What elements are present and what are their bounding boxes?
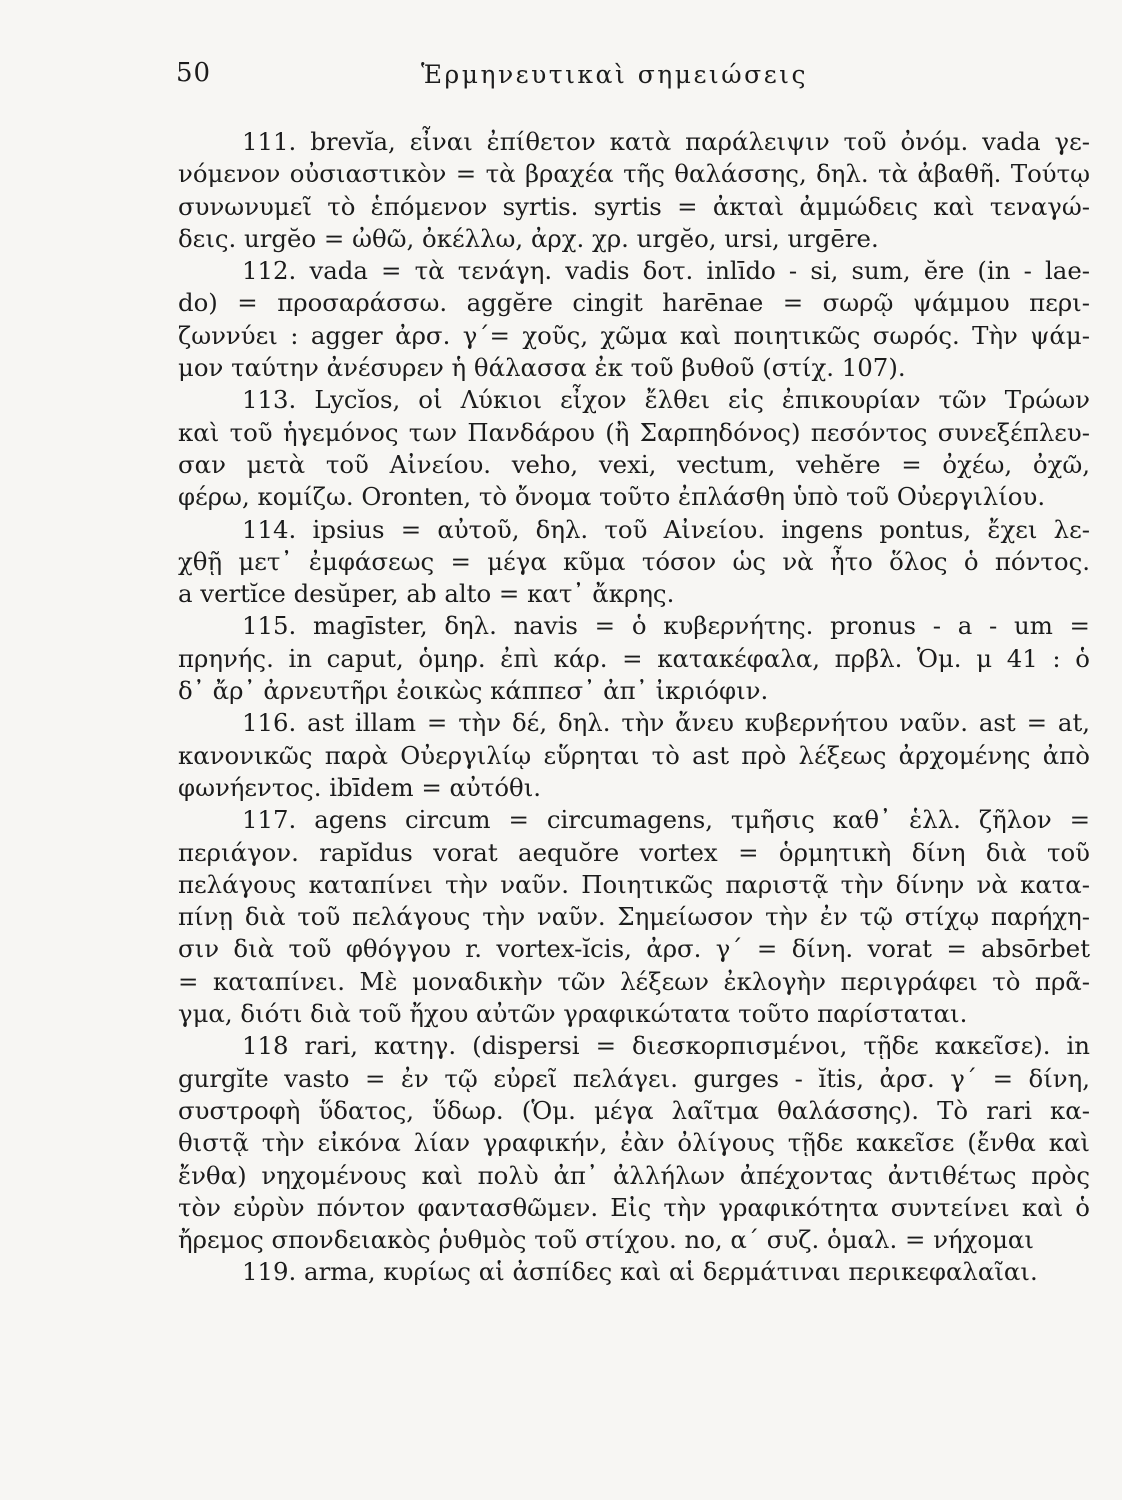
text-line: σαν μετὰ τοῦ Αἰνείου. veho, vexi, vectum, vehĕre = ὀχέω, ὀχῶ, (178, 449, 1090, 479)
paragraph-start-line: 115. magīster, δηλ. navis = ὁ κυβερνήτης. pronus - a - um = (242, 611, 1090, 641)
paragraph-start-line: 111. brevĭa, εἶναι ἐπίθετον κατὰ παράλειψιν τοῦ ὀνόμ. vada γε- (242, 127, 1090, 156)
text-line: τὸν εὐρὺν πόντον φαντασθῶμεν. Εἰς τὴν γραφικότητα συντείνει καὶ ὁ (178, 1192, 1090, 1222)
text-line: ζωννύει : agger ἀρσ. γ΄= χοῦς, χῶμα καὶ ποιητικῶς σωρός. Τὴν ψάμ- (178, 320, 1090, 350)
paragraph-start-line: 119. arma, κυρίως αἱ ἀσπίδες καὶ αἱ δερμάτιναι περικεφαλαῖαι. (242, 1257, 1038, 1287)
text-line: μον ταύτην ἀνέσυρεν ἡ θάλασσα ἐκ τοῦ βυθοῦ (στίχ. 107). (178, 353, 906, 383)
text-line: a vertĭce desŭper, ab alto = κατ᾽ ἄκρης. (178, 579, 675, 609)
text-line: ἔνθα) νηχομένους καὶ πολὺ ἀπ᾽ ἀλλήλων ἀπέχοντας ἀντιθέτως πρὸς (178, 1160, 1090, 1190)
page-header (176, 58, 1096, 98)
text-line: θιστᾷ τὴν εἰκόνα λίαν γραφικήν, ἐὰν ὀλίγους τῇδε κακεῖσε (ἔνθα καὶ (178, 1128, 1090, 1158)
commentary-text (178, 126, 1090, 1289)
text-line: πρηνής. in caput, ὁμηρ. ἐπὶ κάρ. = κατακέφαλα, πρβλ. Ὁμ. μ 41 : ὁ (178, 643, 1090, 673)
paragraph-start-line: 114. ipsius = αὐτοῦ, δηλ. τοῦ Αἰνείου. ingens pontus, ἔχει λε- (242, 514, 1090, 544)
text-line: σιν διὰ τοῦ φθόγγου r. vortex-ĭcis, ἀρσ. γ΄ = δίνη. vorat = absōrbet (178, 934, 1090, 964)
text-line: γμα, διότι διὰ τοῦ ἤχου αὐτῶν γραφικώτατα τοῦτο παρίσταται. (178, 999, 968, 1029)
running-head: Ἑρμηνευτικαὶ σημειώσεις (421, 60, 808, 89)
text-line: gurgĭte vasto = ἐν τῷ εὐρεῖ πελάγει. gurges - ĭtis, ἀρσ. γ΄ = δίνη, (178, 1063, 1090, 1093)
paragraph-start-line: 113. Lycĭos, οἱ Λύκιοι εἶχον ἔλθει εἰς ἐπικουρίαν τῶν Τρώων (242, 385, 1090, 415)
text-line: do) = προσαράσσω. aggĕre cingit harēnae = σωρῷ ψάμμου περι- (178, 288, 1090, 318)
text-line: πελάγους καταπίνει τὴν ναῦν. Ποιητικῶς παριστᾷ τὴν δίνην νὰ κατα- (178, 869, 1090, 899)
text-line: νόμενον οὐσιαστικὸν = τὰ βραχέα τῆς θαλάσσης, δηλ. τὰ ἀβαθῆ. Τούτῳ (178, 159, 1090, 189)
text-line: δεις. urgĕo = ὠθῶ, ὀκέλλω, ἀρχ. χρ. urgĕo, ursi, urgēre. (178, 223, 879, 253)
text-line: κανονικῶς παρὰ Οὐεργιλίῳ εὕρηται τὸ ast πρὸ λέξεως ἀρχομένης ἀπὸ (178, 740, 1090, 770)
text-line: καὶ τοῦ ἡγεμόνος των Πανδάρου (ἢ Σαρπηδόνος) πεσόντος συνεξέπλευ- (178, 417, 1090, 447)
text-line: χθῇ μετ᾽ ἐμφάσεως = μέγα κῦμα τόσον ὡς νὰ ἦτο ὅλος ὁ πόντος. (178, 546, 1090, 576)
text-line: ἤρεμος σπονδειακὸς ῥυθμὸς τοῦ στίχου. no, α΄ συζ. ὁμαλ. = νήχομαι (178, 1225, 1034, 1255)
text-line: δ᾽ ἄρ᾽ ἀρνευτῆρι ἐοικὼς κάππεσ᾽ ἀπ᾽ ἰκριόφιν. (178, 676, 769, 706)
paragraph-start-line: 116. ast illam = τὴν δέ, δηλ. τὴν ἄνευ κυβερνήτου ναῦν. ast = at, (242, 708, 1090, 738)
text-line: συνωνυμεῖ τὸ ἑπόμενον syrtis. syrtis = ἀκταὶ ἀμμώδεις καὶ τεναγώ- (178, 191, 1090, 221)
text-line: = καταπίνει. Μὲ μοναδικὴν τῶν λέξεων ἐκλογὴν περιγράφει τὸ πρᾶ- (178, 966, 1090, 996)
paragraph-start-line: 117. agens circum = circumagens, τμῆσις καθ᾽ ἑλλ. ζῆλον = (242, 805, 1090, 835)
page-number: 50 (176, 58, 212, 88)
text-line: φωνήεντος. ibīdem = αὐτόθι. (178, 772, 542, 802)
text-line: συστροφὴ ὕδατος, ὕδωρ. (Ὁμ. μέγα λαῖτμα θαλάσσης). Τὸ rari κα- (178, 1095, 1090, 1125)
paragraph-start-line: 112. vada = τὰ τενάγη. vadis δοτ. inlīdo - si, sum, ĕre (in - lae- (242, 256, 1090, 286)
text-line: φέρω, κομίζω. Oronten, τὸ ὄνομα τοῦτο ἐπλάσθη ὑπὸ τοῦ Οὐεργιλίου. (178, 482, 1046, 512)
text-line: πίνῃ διὰ τοῦ πελάγους τὴν ναῦν. Σημείωσον τὴν ἐν τῷ στίχῳ παρήχη- (178, 902, 1090, 932)
text-line: περιάγον. rapĭdus vorat aequŏre vortex = ὁρμητικὴ δίνη διὰ τοῦ (178, 837, 1090, 867)
paragraph-start-line: 118 rari, κατηγ. (dispersi = διεσκορπισμένοι, τῇδε κακεῖσε). in (242, 1031, 1090, 1061)
